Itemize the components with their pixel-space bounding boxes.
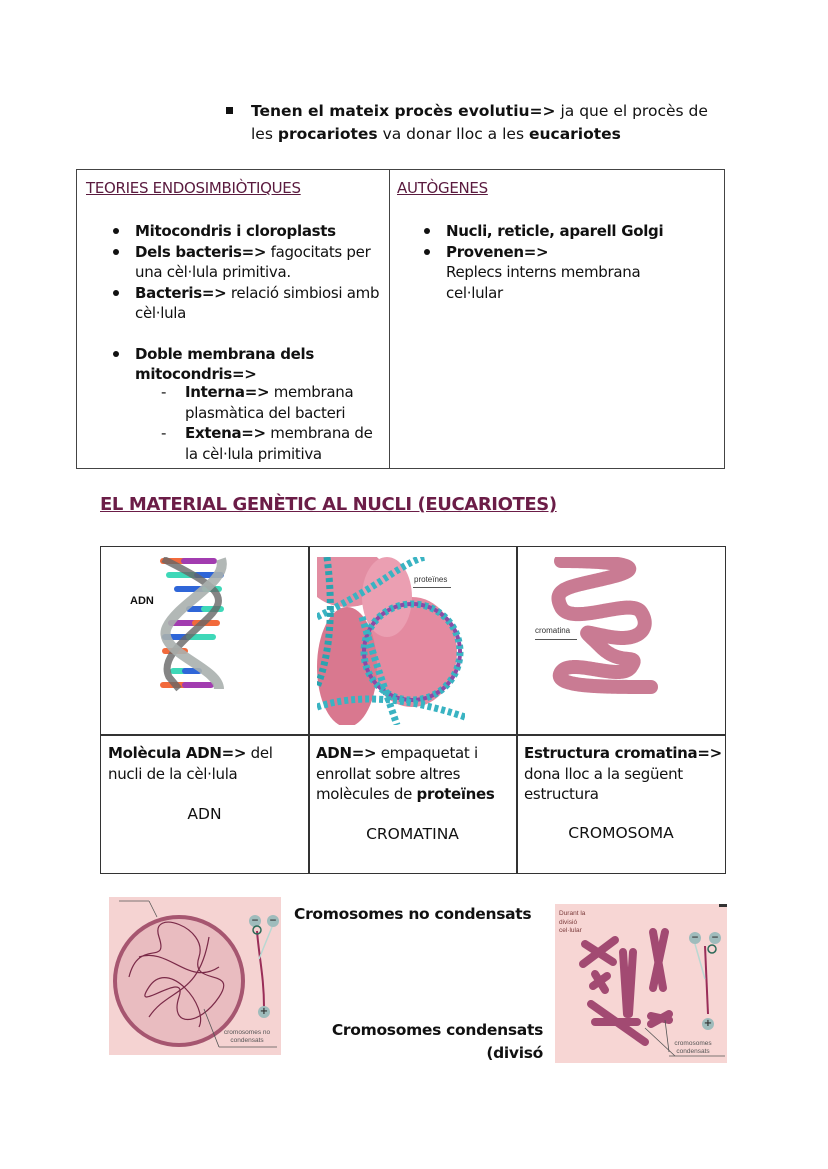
leader-line [413, 587, 451, 588]
chromatin-label: cromatina [535, 626, 571, 635]
chromosome-term: CROMOSOMA [568, 824, 674, 842]
condensed-chromosomes-figure [555, 904, 727, 1063]
chromosome-description-cell [517, 736, 725, 873]
division-header: Durant la divisió cel·lular [559, 910, 586, 934]
membrane-sublist [161, 382, 385, 464]
dna-term: ADN [187, 805, 222, 823]
bullet-icon [424, 228, 430, 234]
bullet-text-2: va donar lloc a les [377, 125, 529, 143]
list-item: Provenen=> Replecs interns membrana cel·lular [446, 242, 671, 304]
dna-description: Molècula ADN=> del nucli de la cèl·lula [108, 744, 273, 783]
dash-icon: - [161, 383, 167, 401]
leader-line [535, 639, 577, 640]
square-bullet-icon [226, 107, 233, 114]
plus-icon: + [259, 1006, 269, 1017]
dna-description-cell [101, 736, 308, 873]
endosymbiotic-column [77, 170, 390, 468]
autogenous-list [446, 221, 716, 303]
bullet-bold-3: eucariotes [528, 125, 621, 143]
chromatin-description: ADN=> empaquetat i enrollat sobre altres molècules de proteïnes [316, 744, 495, 803]
chromatin-fiber-image-cell [517, 547, 725, 734]
minus-icon: − [269, 916, 277, 926]
dna-image-label: ADN [130, 595, 154, 607]
minus-icon: − [711, 933, 719, 943]
list-item: Nucli, reticle, aparell Golgi [446, 221, 716, 242]
bullet-bold-2: procariotes [277, 125, 378, 143]
sublist-item: - Interna=> membrana plasmàtica del bacteri [161, 383, 354, 422]
autogenous-heading: AUTÒGENES [397, 179, 488, 197]
condensed-label-cont: (divisó [486, 1044, 543, 1062]
bullet-text-1: ja que el procès de les [251, 102, 708, 143]
uncondensed-caption: cromosomes no condensats [223, 1029, 271, 1044]
list-item: Doble membrana dels mitocondris=> [135, 344, 325, 385]
list-item: Dels bacteris=> fagocitats per una cèl·lula primitiva. [135, 242, 380, 283]
endosymbiotic-heading: TEORIES ENDOSIMBIÒTIQUES [86, 179, 301, 197]
bullet-icon [113, 290, 119, 296]
list-item: Mitocondris i cloroplasts [135, 221, 380, 242]
bullet-icon [424, 249, 430, 255]
dna-helix-icon [159, 557, 229, 693]
bullet-bold-1: Tenen el mateix procès evolutiu=> [251, 102, 556, 120]
uncondensed-label: Cromosomes no condensats [294, 905, 532, 923]
chromatin-term: CROMATINA [366, 825, 459, 843]
chromatin-image-cell [309, 547, 516, 734]
genetic-material-table [100, 546, 726, 874]
chromatin-description-cell [309, 736, 516, 873]
condensed-caption: cromosomes condensats [674, 1040, 712, 1055]
minus-icon: − [251, 916, 259, 926]
endosymbiotic-list [135, 221, 380, 385]
autogenous-column [389, 170, 724, 468]
section-title: EL MATERIAL GENÈTIC AL NUCLI (EUCARIOTES) [100, 494, 557, 515]
dash-icon: - [161, 424, 167, 442]
uncondensed-chromosomes-figure [109, 897, 281, 1055]
list-item: Bacteris=> relació simbiosi amb cèl·lula [135, 283, 380, 324]
bullet-icon [113, 249, 119, 255]
bullet-icon [113, 351, 119, 357]
minus-icon: − [691, 933, 699, 943]
bullet-icon [113, 228, 119, 234]
chromosome-description: Estructura cromatina=> dona lloc a la següent estructura [524, 744, 722, 803]
dna-image-cell [101, 547, 308, 734]
bullet-text [251, 100, 721, 146]
plus-icon: + [703, 1018, 713, 1029]
theories-table [76, 169, 725, 469]
proteins-label: proteïnes [414, 575, 448, 584]
condensed-label: Cromosomes condensats [331, 1021, 543, 1039]
sublist-item: - Extena=> membrana de la cèl·lula primitiva [161, 424, 373, 463]
